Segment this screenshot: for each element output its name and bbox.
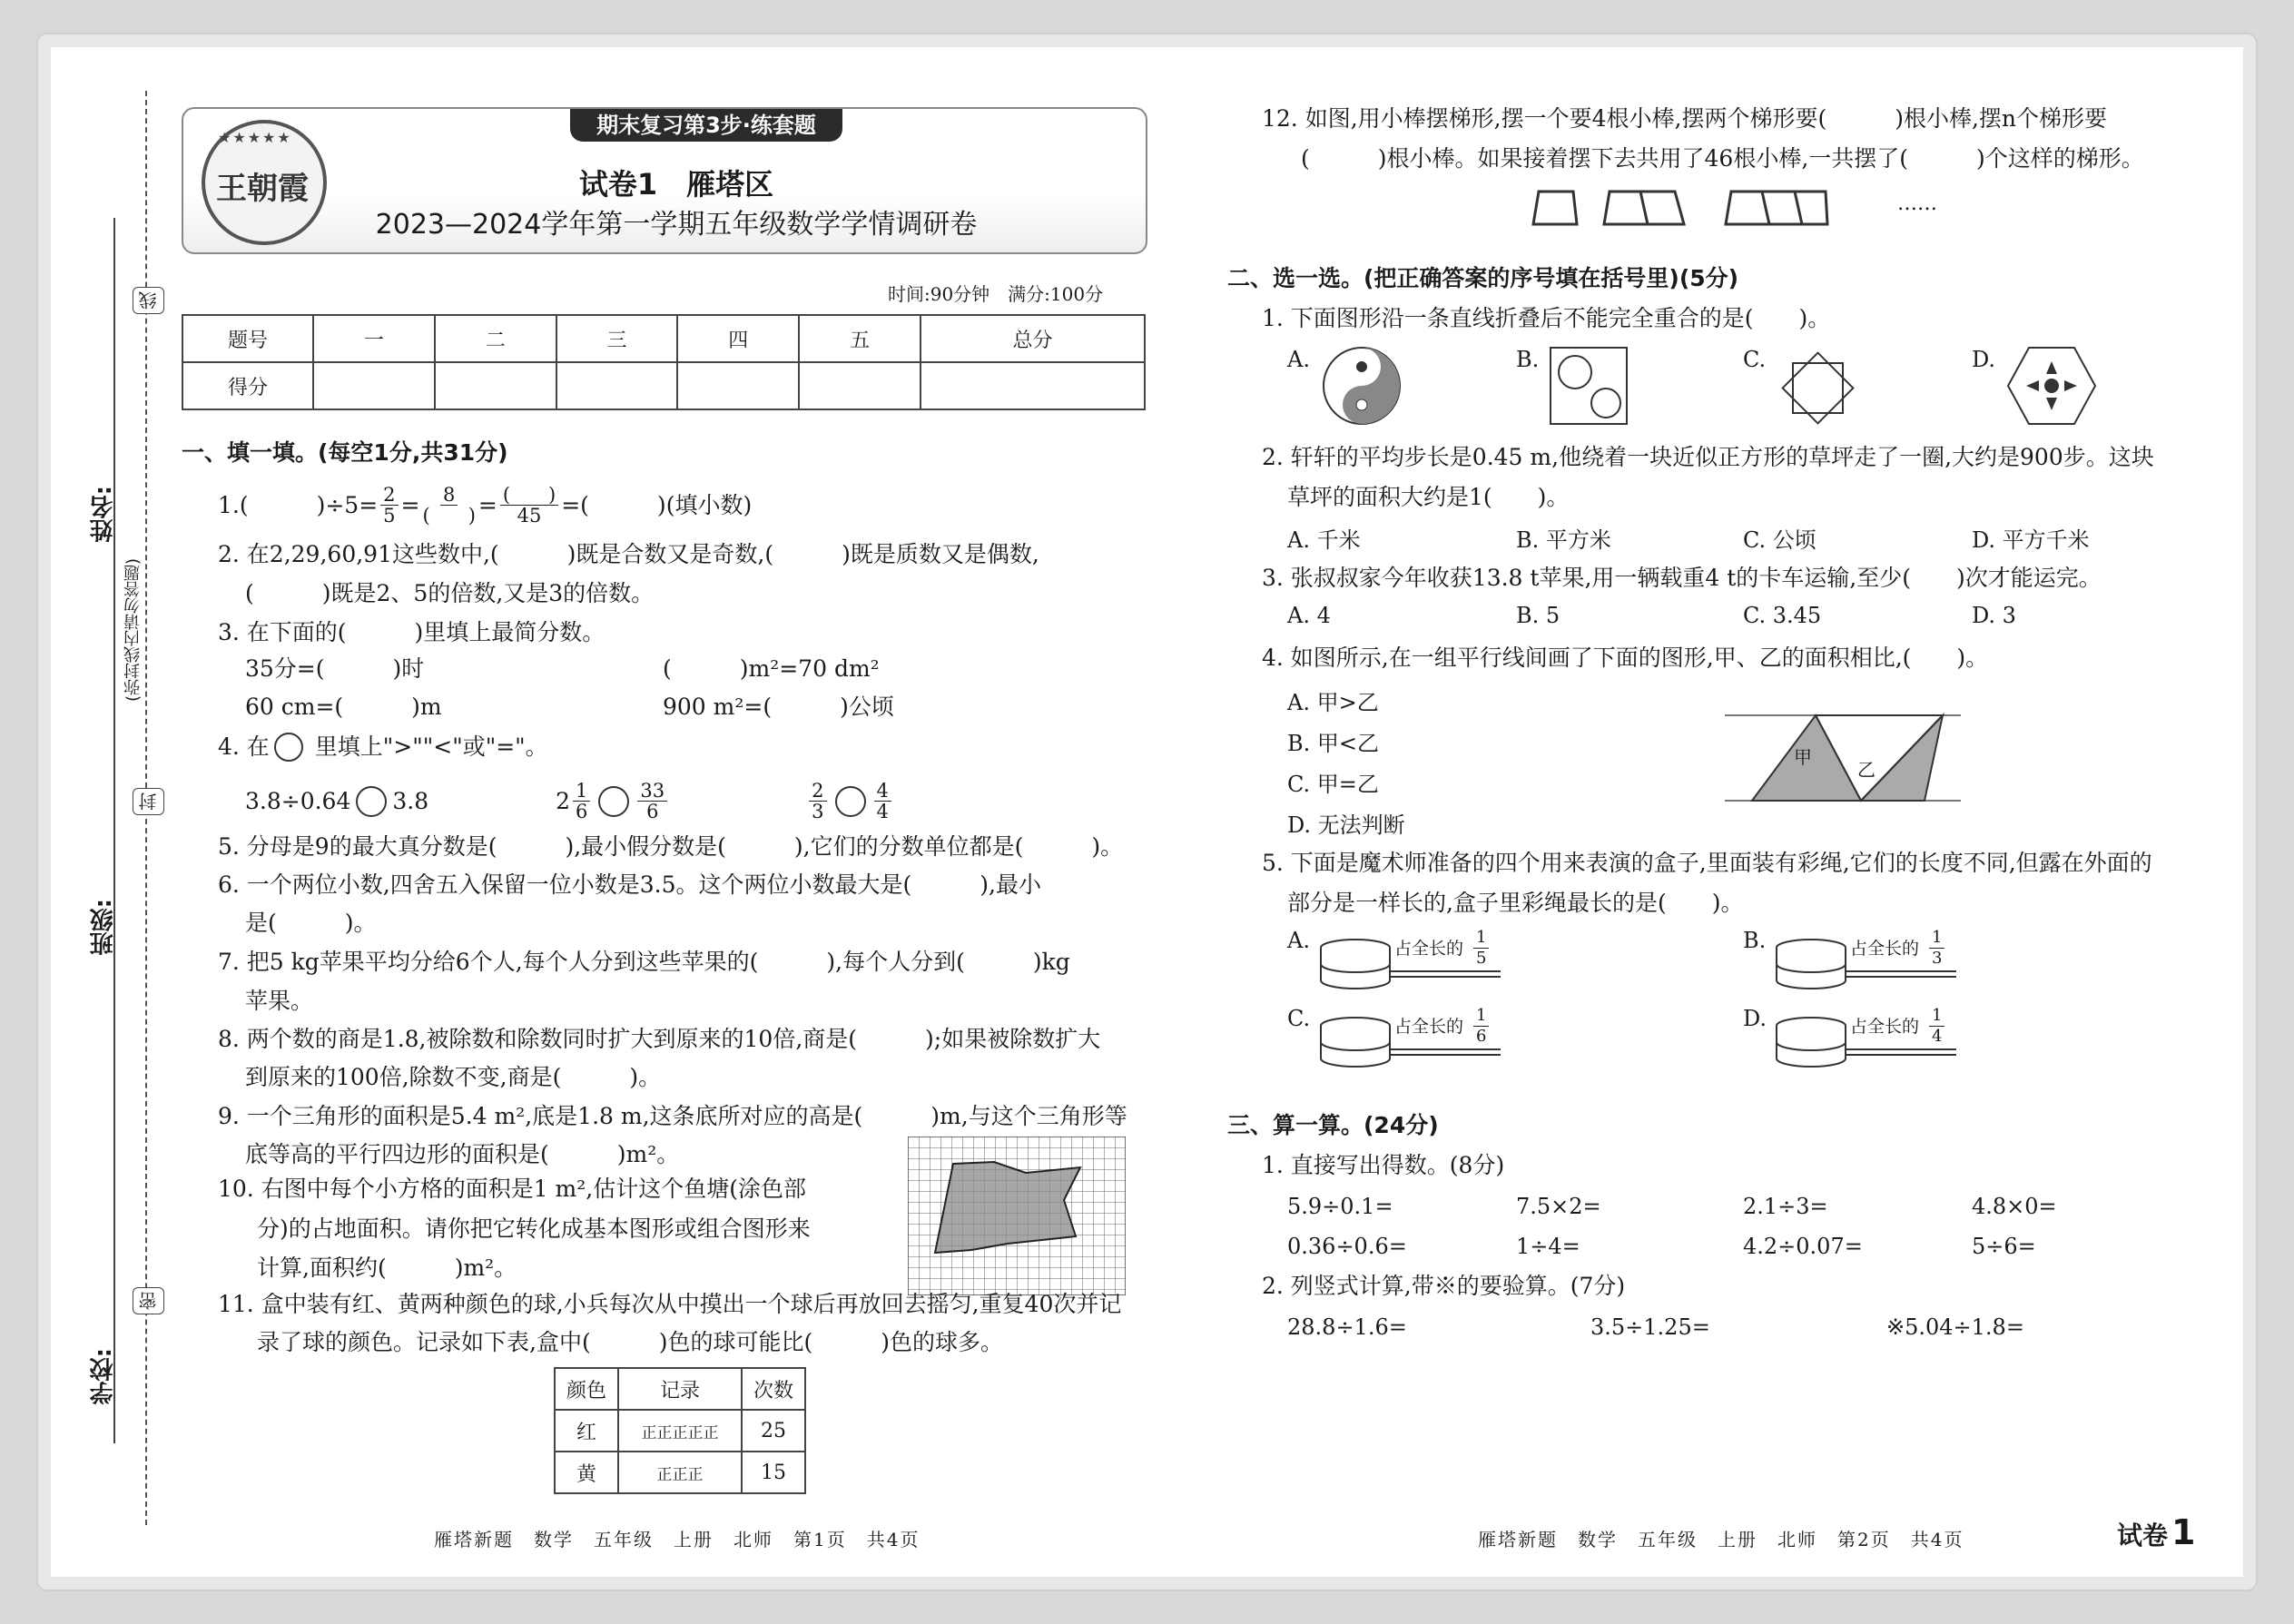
box-label-c: 占全长的 bbox=[1394, 1017, 1464, 1037]
fishpond-shape bbox=[935, 1162, 1080, 1253]
tally-table bbox=[554, 1367, 806, 1494]
calc-2: 7.5×2= bbox=[1516, 1194, 1601, 1219]
q6a: 6. 一个两位小数,四舍五入保留一位小数是3.5。这个两位小数最大是( ),最小 bbox=[218, 871, 1041, 898]
box-d: 5 bbox=[1476, 949, 1487, 968]
footer-left: 雁塔新题 数学 五年级 上册 北师 第1页 共4页 bbox=[434, 1529, 921, 1550]
banner: 期末复习第3步·练套题 bbox=[570, 109, 842, 142]
s2q3-opt-b: B. 5 bbox=[1516, 603, 1561, 628]
compare-circle-icon[interactable] bbox=[835, 786, 866, 817]
q4b-whole: 2 bbox=[556, 787, 571, 814]
s2q1-opt-a: A. bbox=[1287, 347, 1310, 372]
box-label-d: 占全长的 bbox=[1850, 1017, 1920, 1037]
q4c2-frac bbox=[874, 781, 891, 822]
box-label-a: 占全长的 bbox=[1394, 939, 1464, 959]
q11a: 11. 盒中装有红、黄两种颜色的球,小兵每次从中摸出一个球后再放回去摇匀,重复40次并记 bbox=[218, 1291, 1122, 1317]
q4c-frac bbox=[809, 781, 826, 822]
box-option-b bbox=[1743, 928, 1970, 991]
tally-head-color: 颜色 bbox=[555, 1368, 618, 1410]
box-option-a bbox=[1287, 928, 1514, 991]
s2q4-opt-b: B. 甲<乙 bbox=[1287, 731, 1380, 756]
q12b: ( )根小棒。如果接着摆下去共用了46根小棒,一共摆了( )个这样的梯形。 bbox=[1301, 145, 2144, 172]
s2q3-opt-c: C. 3.45 bbox=[1743, 603, 1822, 628]
box-n: 1 bbox=[1929, 1006, 1944, 1027]
s2q1: 1. 下面图形沿一条直线折叠后不能完全重合的是( )。 bbox=[1262, 305, 1831, 331]
box-d: 6 bbox=[1476, 1027, 1487, 1046]
s2q2-opt-b: B. 平方米 bbox=[1516, 527, 1611, 553]
q4a2: 3.8 bbox=[392, 787, 429, 814]
box-option-d bbox=[1743, 1006, 1970, 1069]
tally-record: 正正正正正 bbox=[618, 1410, 742, 1452]
box-letter-b: B. bbox=[1743, 928, 1767, 953]
q1-f1-d: 5 bbox=[383, 505, 396, 527]
parallel-lines-figure bbox=[1725, 704, 1961, 812]
score-head-2: 二 bbox=[435, 315, 556, 362]
binding-solid-line bbox=[113, 218, 115, 1443]
q10c: 计算,面积约( )m²。 bbox=[257, 1255, 517, 1281]
tally-head-count: 次数 bbox=[742, 1368, 805, 1410]
score-label: 得分 bbox=[182, 362, 313, 409]
tally-count: 25 bbox=[742, 1410, 805, 1452]
s3q1: 1. 直接写出得数。(8分) bbox=[1262, 1152, 1505, 1178]
q8b: 到原来的100倍,除数不变,商是( )。 bbox=[245, 1064, 662, 1090]
q2b: ( )既是2、5的倍数,又是3的倍数。 bbox=[245, 580, 655, 606]
score-head-3: 三 bbox=[556, 315, 678, 362]
calc-4: 4.8×0= bbox=[1972, 1194, 2057, 1219]
box-letter-c: C. bbox=[1287, 1006, 1311, 1031]
box-letter-d: D. bbox=[1743, 1006, 1767, 1031]
paper-badge bbox=[2117, 1512, 2195, 1552]
q4b2-d: 6 bbox=[646, 801, 659, 822]
q4b2-frac bbox=[637, 781, 667, 822]
q4b-d: 6 bbox=[576, 801, 588, 822]
q4a: 3.8÷0.64 bbox=[245, 787, 351, 814]
s2q3: 3. 张叔叔家今年收获13.8 t苹果,用一辆载重4 t的卡车运输,至少( )次才能运完。 bbox=[1262, 565, 2102, 591]
q11b: 录了球的颜色。记录如下表,盒中( )色的球可能比( )色的球多。 bbox=[257, 1329, 1003, 1355]
q4c-d: 3 bbox=[812, 801, 824, 822]
paper-subtitle: 2023—2024学年第一学期五年级数学学情调研卷 bbox=[375, 209, 978, 241]
score-cell[interactable] bbox=[677, 362, 799, 409]
q1-f3-d: 45 bbox=[517, 505, 542, 527]
q1-frac3 bbox=[500, 485, 558, 526]
box-letter-a: A. bbox=[1287, 928, 1310, 953]
badge-text: 试卷 bbox=[2117, 1521, 2169, 1550]
s2q2-opt-d: D. 平方千米 bbox=[1972, 527, 2090, 553]
score-head-num: 题号 bbox=[182, 315, 313, 362]
calc-6: 1÷4= bbox=[1516, 1234, 1580, 1259]
calc-5: 0.36÷0.6= bbox=[1287, 1234, 1407, 1259]
square-circles-icon bbox=[1548, 345, 1629, 427]
s2q1-opt-d: D. bbox=[1972, 347, 1996, 372]
q4c-n: 2 bbox=[809, 781, 826, 802]
s2q1-opt-c: C. bbox=[1743, 347, 1767, 372]
q3c: 60 cm=( )m bbox=[245, 694, 442, 720]
box-n: 1 bbox=[1929, 928, 1944, 949]
q3a: 35分=( )时 bbox=[245, 655, 425, 682]
vcalc-3: ※5.04÷1.8= bbox=[1886, 1314, 2024, 1340]
class-label: 班级: bbox=[90, 899, 117, 956]
q1-f2-n: 8 bbox=[440, 485, 458, 506]
box-frac-c bbox=[1473, 1006, 1489, 1047]
q4: 4. 在 里填上">""<"或"="。 bbox=[218, 733, 548, 760]
logo-text: 王朝霞 bbox=[216, 171, 309, 207]
tally-record: 正正正 bbox=[618, 1452, 742, 1493]
q8a: 8. 两个数的商是1.8,被除数和除数同时扩大到原来的10倍,商是( );如果被除数扩大 bbox=[218, 1026, 1101, 1052]
q12a: 12. 如图,用小棒摆梯形,摆一个要4根小棒,摆两个梯形要( )根小棒,摆n个梯形要 bbox=[1262, 105, 2108, 132]
yinyang-icon bbox=[1321, 345, 1403, 427]
section2-title: 二、选一选。(把正确答案的序号填在括号里)(5分) bbox=[1227, 265, 1739, 291]
calc-3: 2.1÷3= bbox=[1743, 1194, 1828, 1219]
q3d: 900 m²=( )公顷 bbox=[663, 694, 894, 720]
box-label-b: 占全长的 bbox=[1850, 939, 1920, 959]
s2q2b: 草坪的面积大约是1( )。 bbox=[1287, 484, 1570, 510]
score-cell[interactable] bbox=[556, 362, 678, 409]
q4-circle-icon bbox=[274, 733, 303, 762]
box-d: 4 bbox=[1932, 1027, 1943, 1046]
vcalc-1: 28.8÷1.6= bbox=[1287, 1314, 1407, 1340]
box-option-c bbox=[1287, 1006, 1514, 1069]
q7a: 7. 把5 kg苹果平均分给6个人,每个人分到这些苹果的( ),每个人分到( )kg bbox=[218, 949, 1070, 975]
q9b: 底等高的平行四边形的面积是( )m²。 bbox=[245, 1141, 680, 1167]
s2q4-opt-d: D. 无法判断 bbox=[1287, 812, 1405, 838]
score-cell[interactable] bbox=[921, 362, 1145, 409]
s2q1-opt-b: B. bbox=[1516, 347, 1540, 372]
tally-head-record: 记录 bbox=[618, 1368, 742, 1410]
q1-frac1 bbox=[380, 485, 398, 526]
calc-7: 4.2÷0.07= bbox=[1743, 1234, 1863, 1259]
time-info: 时间:90分钟 满分:100分 bbox=[888, 283, 1104, 305]
box-frac-b bbox=[1929, 928, 1944, 969]
q4-row bbox=[245, 781, 894, 822]
q10a: 10. 右图中每个小方格的面积是1 m²,估计这个鱼塘(涂色部 bbox=[218, 1176, 806, 1202]
score-head-1: 一 bbox=[313, 315, 435, 362]
calc-1: 5.9÷0.1= bbox=[1287, 1194, 1393, 1219]
q1-tail: =( )(填小数) bbox=[561, 491, 753, 518]
name-label: 姓名: bbox=[90, 486, 117, 543]
logo-stars-icon: ★★★★★ bbox=[218, 129, 292, 146]
box-frac-d bbox=[1929, 1006, 1944, 1047]
s3q2: 2. 列竖式计算,带※的要验算。(7分) bbox=[1262, 1273, 1626, 1299]
box-n: 1 bbox=[1473, 1006, 1489, 1027]
tally-color: 红 bbox=[555, 1410, 618, 1452]
tally-count: 15 bbox=[742, 1452, 805, 1493]
q1-frac2 bbox=[423, 485, 476, 526]
score-cell[interactable] bbox=[435, 362, 556, 409]
s2q3-opt-a: A. 4 bbox=[1287, 603, 1331, 628]
q4c2-n: 4 bbox=[874, 781, 891, 802]
badge-num: 1 bbox=[2171, 1512, 2196, 1552]
q5: 5. 分母是9的最大真分数是( ),最小假分数是( ),它们的分数单位都是( )。 bbox=[218, 833, 1124, 860]
box-n: 1 bbox=[1473, 928, 1489, 949]
q1-f2-d: ( ) bbox=[422, 505, 476, 527]
q1 bbox=[218, 485, 752, 526]
q3: 3. 在下面的( )里填上最简分数。 bbox=[218, 619, 605, 645]
box-frac-a bbox=[1473, 928, 1489, 969]
score-table bbox=[182, 314, 1146, 410]
s2q4-opt-a: A. 甲>乙 bbox=[1287, 690, 1379, 715]
q6b: 是( )。 bbox=[245, 910, 377, 936]
xian-mark: 线 bbox=[133, 287, 164, 314]
yi-label: 乙 bbox=[1857, 759, 1876, 781]
paper-title: 试卷1 雁塔区 bbox=[578, 167, 774, 202]
score-cell[interactable] bbox=[799, 362, 921, 409]
school-label: 学校: bbox=[90, 1348, 117, 1405]
score-head-total: 总分 bbox=[921, 315, 1145, 362]
trapezoid-sticks-figure bbox=[1530, 186, 1829, 231]
q1-text: 1.( )÷5= bbox=[218, 491, 379, 518]
calc-8: 5÷6= bbox=[1972, 1234, 2036, 1259]
q1-f3-n: ( ) bbox=[500, 485, 558, 506]
score-cell[interactable] bbox=[313, 362, 435, 409]
compare-circle-icon[interactable] bbox=[356, 786, 387, 817]
eq: = bbox=[400, 491, 420, 518]
jia-label: 甲 bbox=[1794, 746, 1812, 768]
rotated-square-icon bbox=[1775, 345, 1861, 431]
s2q2-opt-a: A. 千米 bbox=[1287, 527, 1361, 553]
q9a: 9. 一个三角形的面积是5.4 m²,底是1.8 m,这条底所对应的高是( )m,与这个三角形等 bbox=[218, 1103, 1127, 1129]
mi-mark: 密 bbox=[133, 1287, 164, 1314]
eq: = bbox=[478, 491, 497, 518]
q7b: 苹果。 bbox=[245, 988, 314, 1014]
score-head-5: 五 bbox=[799, 315, 921, 362]
q1-f1-n: 2 bbox=[380, 485, 398, 506]
q4b2-n: 33 bbox=[637, 781, 667, 802]
footer-right: 雁塔新题 数学 五年级 上册 北师 第2页 共4页 bbox=[1478, 1529, 1964, 1550]
q4b-n: 1 bbox=[573, 781, 590, 802]
q3b: ( )m²=70 dm² bbox=[663, 655, 880, 682]
section1-title: 一、填一填。(每空1分,共31分) bbox=[182, 439, 508, 466]
fishpond-grid bbox=[908, 1137, 1126, 1295]
q12-dots: …… bbox=[1897, 192, 1937, 215]
s2q3-opt-d: D. 3 bbox=[1972, 603, 2016, 628]
s2q5a: 5. 下面是魔术师准备的四个用来表演的盒子,里面装有彩绳,它们的长度不同,但露在外面的 bbox=[1262, 850, 2152, 876]
section3-title: 三、算一算。(24分) bbox=[1227, 1112, 1439, 1138]
s2q2a: 2. 轩轩的平均步长是0.45 m,他绕着一块近似正方形的草坪走了一圈,大约是900步。这块 bbox=[1262, 444, 2154, 470]
q2a: 2. 在2,29,60,91这些数中,( )既是合数又是奇数,( )既是质数又是偶数, bbox=[218, 541, 1039, 567]
vcalc-2: 3.5÷1.25= bbox=[1590, 1314, 1710, 1340]
tally-color: 黄 bbox=[555, 1452, 618, 1493]
score-head-4: 四 bbox=[677, 315, 799, 362]
q10b: 分)的占地面积。请你把它转化成基本图形或组合图形来 bbox=[257, 1216, 811, 1242]
s2q4: 4. 如图所示,在一组平行线间画了下面的图形,甲、乙的面积相比,( )。 bbox=[1262, 645, 1989, 671]
feng-mark: 封 bbox=[133, 788, 164, 815]
hexagon-icon bbox=[2006, 345, 2097, 427]
box-d: 3 bbox=[1932, 949, 1943, 968]
q4b-frac bbox=[573, 781, 590, 822]
compare-circle-icon[interactable] bbox=[598, 786, 629, 817]
s2q4-opt-c: C. 甲=乙 bbox=[1287, 772, 1379, 797]
q4c2-d: 4 bbox=[876, 801, 889, 822]
s2q2-opt-c: C. 公顷 bbox=[1743, 527, 1816, 553]
binding-note: (弥封线内请勿答题) bbox=[122, 558, 145, 702]
s2q5b: 部分是一样长的,盒子里彩绳最长的是( )。 bbox=[1287, 890, 1744, 916]
